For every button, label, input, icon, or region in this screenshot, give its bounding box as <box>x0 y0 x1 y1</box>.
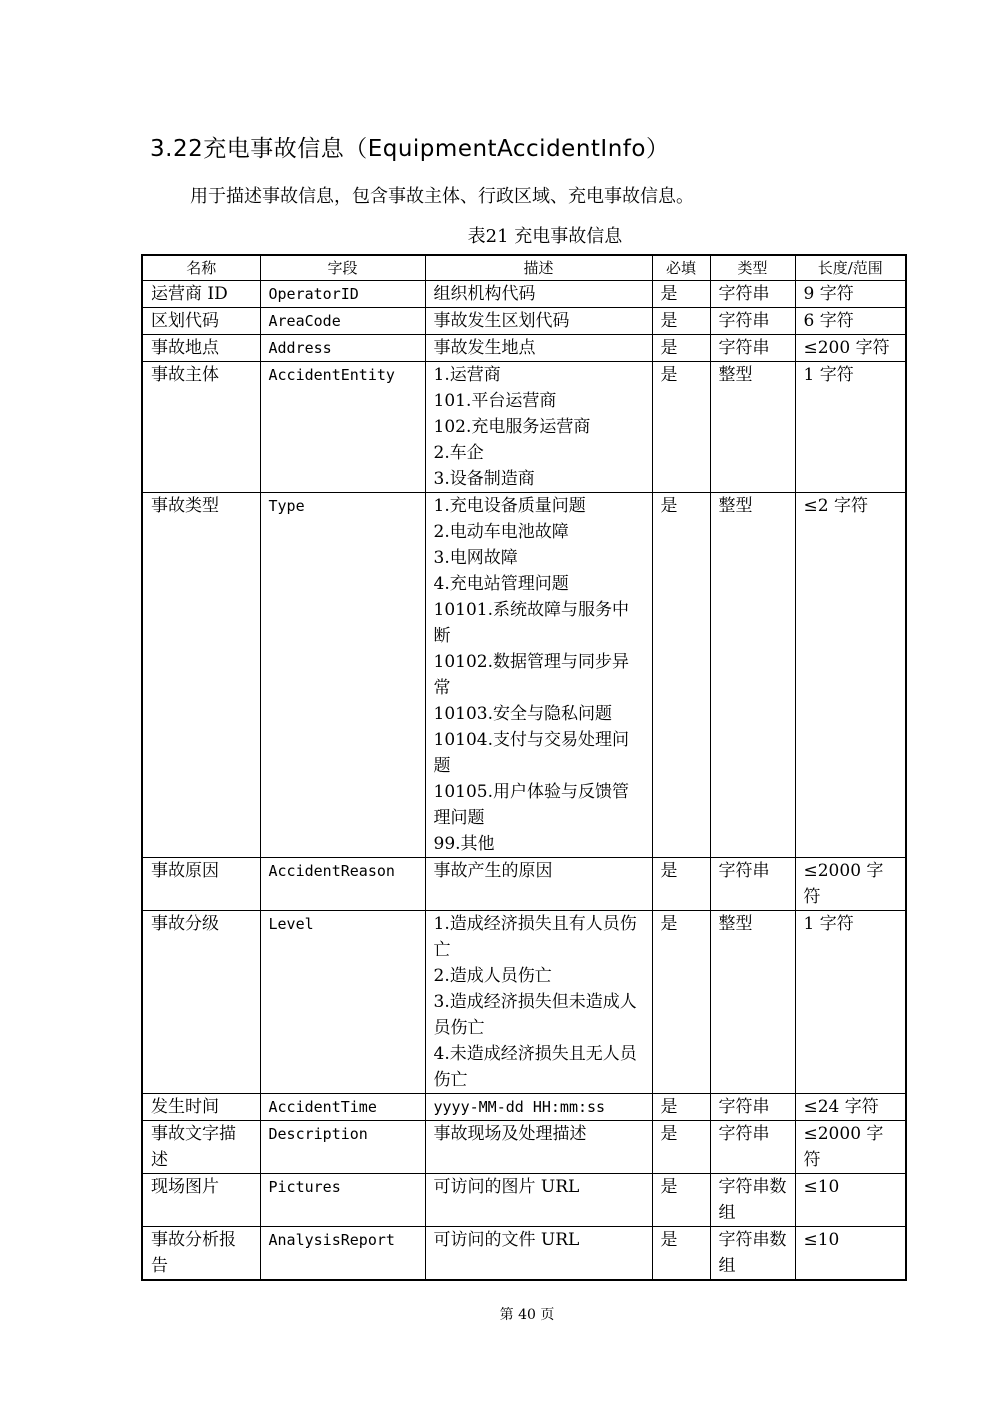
table-row <box>142 362 906 493</box>
description-line: 事故产生的原因 <box>433 861 553 881</box>
description-line: 2.造成人员伤亡 <box>433 966 552 986</box>
header-description: 描述 <box>425 255 652 281</box>
cell-type: 整型 <box>710 911 795 1094</box>
description-line: 1.造成经济损失且有人员伤亡 <box>433 914 637 960</box>
table-row <box>142 1121 906 1174</box>
cell-type: 字符串 <box>710 308 795 335</box>
cell-length-range: 6 字符 <box>795 308 906 335</box>
cell-length-range: ≤24 字符 <box>795 1094 906 1121</box>
cell-required: 是 <box>652 1174 710 1227</box>
cell-length-range: 9 字符 <box>795 281 906 308</box>
cell-type: 字符串 <box>710 858 795 911</box>
table-caption: 表21 充电事故信息 <box>467 226 623 247</box>
cell-required: 是 <box>652 1094 710 1121</box>
cell-required: 是 <box>652 335 710 362</box>
description-line: 3.电网故障 <box>433 548 518 568</box>
table-row <box>142 308 906 335</box>
cell-name: 事故原因 <box>142 858 260 911</box>
description-line: 10103.安全与隐私问题 <box>433 704 612 724</box>
description-line: 事故发生地点 <box>433 338 536 358</box>
description-line: 组织机构代码 <box>433 284 536 304</box>
table-body <box>142 281 906 1281</box>
table-row <box>142 911 906 1094</box>
description-line: yyyy-MM-dd HH:mm:ss <box>433 1098 606 1116</box>
description-line: 1.运营商 <box>433 365 501 385</box>
cell-required: 是 <box>652 1121 710 1174</box>
description-line: 1.充电设备质量问题 <box>433 496 586 516</box>
description-line: 4.充电站管理问题 <box>433 574 569 594</box>
intro-paragraph: 用于描述事故信息，包含事故主体、行政区域、充电事故信息。 <box>190 186 694 207</box>
description-line: 2.电动车电池故障 <box>433 522 569 542</box>
cell-name: 发生时间 <box>142 1094 260 1121</box>
cell-description <box>425 1094 652 1121</box>
cell-field: AccidentTime <box>260 1094 425 1121</box>
description-line: 10105.用户体验与反馈管理问题 <box>433 782 629 828</box>
cell-field: Pictures <box>260 1174 425 1227</box>
cell-description <box>425 281 652 308</box>
description-line: 事故现场及处理描述 <box>433 1124 587 1144</box>
cell-name: 事故文字描述 <box>142 1121 260 1174</box>
cell-field: Description <box>260 1121 425 1174</box>
description-line: 10104.支付与交易处理问题 <box>433 730 629 776</box>
cell-name: 事故地点 <box>142 335 260 362</box>
table-row <box>142 281 906 308</box>
cell-length-range: ≤2000 字符 <box>795 1121 906 1174</box>
cell-length-range: ≤10 <box>795 1174 906 1227</box>
cell-description <box>425 1227 652 1281</box>
description-line: 3.设备制造商 <box>433 469 535 489</box>
table-row <box>142 493 906 858</box>
cell-name: 现场图片 <box>142 1174 260 1227</box>
table-row <box>142 1094 906 1121</box>
cell-name: 事故主体 <box>142 362 260 493</box>
cell-length-range: 1 字符 <box>795 362 906 493</box>
description-line: 可访问的文件 URL <box>433 1230 580 1250</box>
description-line: 事故发生区划代码 <box>433 311 570 331</box>
description-line: 10102.数据管理与同步异常 <box>433 652 629 698</box>
header-type: 类型 <box>710 255 795 281</box>
cell-type: 字符串 <box>710 281 795 308</box>
cell-type: 字符串数组 <box>710 1227 795 1281</box>
cell-length-range: ≤2 字符 <box>795 493 906 858</box>
cell-description <box>425 1121 652 1174</box>
cell-description <box>425 858 652 911</box>
cell-type: 字符串 <box>710 335 795 362</box>
page-number: 第 40 页 <box>499 1307 555 1323</box>
cell-name: 区划代码 <box>142 308 260 335</box>
description-line: 99.其他 <box>433 834 495 854</box>
cell-field: AreaCode <box>260 308 425 335</box>
cell-required: 是 <box>652 308 710 335</box>
table-row <box>142 1174 906 1227</box>
cell-required: 是 <box>652 1227 710 1281</box>
cell-length-range: ≤2000 字符 <box>795 858 906 911</box>
cell-name: 事故分析报告 <box>142 1227 260 1281</box>
description-line: 102.充电服务运营商 <box>433 417 591 437</box>
cell-required: 是 <box>652 281 710 308</box>
cell-field: Type <box>260 493 425 858</box>
table-row <box>142 1227 906 1281</box>
cell-field: AccidentEntity <box>260 362 425 493</box>
header-name: 名称 <box>142 255 260 281</box>
cell-description <box>425 1174 652 1227</box>
cell-type: 字符串 <box>710 1121 795 1174</box>
cell-type: 字符串数组 <box>710 1174 795 1227</box>
cell-required: 是 <box>652 911 710 1094</box>
cell-description <box>425 493 652 858</box>
description-line: 101.平台运营商 <box>433 391 557 411</box>
accident-info-table <box>141 254 907 1281</box>
cell-type: 整型 <box>710 362 795 493</box>
cell-field: OperatorID <box>260 281 425 308</box>
cell-description <box>425 362 652 493</box>
cell-length-range: 1 字符 <box>795 911 906 1094</box>
cell-description <box>425 911 652 1094</box>
cell-name: 事故类型 <box>142 493 260 858</box>
table-header-row <box>142 255 906 281</box>
cell-name: 运营商 ID <box>142 281 260 308</box>
table-row <box>142 858 906 911</box>
cell-length-range: ≤200 字符 <box>795 335 906 362</box>
cell-description <box>425 335 652 362</box>
description-line: 可访问的图片 URL <box>433 1177 580 1197</box>
description-line: 10101.系统故障与服务中断 <box>433 600 629 646</box>
header-field: 字段 <box>260 255 425 281</box>
description-line: 2.车企 <box>433 443 484 463</box>
cell-type: 整型 <box>710 493 795 858</box>
description-line: 3.造成经济损失但未造成人员伤亡 <box>433 992 637 1038</box>
cell-type: 字符串 <box>710 1094 795 1121</box>
cell-length-range: ≤10 <box>795 1227 906 1281</box>
description-line: 4.未造成经济损失且无人员伤亡 <box>433 1044 637 1090</box>
cell-required: 是 <box>652 493 710 858</box>
cell-description <box>425 308 652 335</box>
header-required: 必填 <box>652 255 710 281</box>
table-row <box>142 335 906 362</box>
cell-field: AccidentReason <box>260 858 425 911</box>
cell-required: 是 <box>652 858 710 911</box>
cell-field: Address <box>260 335 425 362</box>
cell-name: 事故分级 <box>142 911 260 1094</box>
cell-field: AnalysisReport <box>260 1227 425 1281</box>
section-heading: 3.22充电事故信息（EquipmentAccidentInfo） <box>150 136 670 162</box>
header-length-range: 长度/范围 <box>795 255 906 281</box>
cell-field: Level <box>260 911 425 1094</box>
cell-required: 是 <box>652 362 710 493</box>
